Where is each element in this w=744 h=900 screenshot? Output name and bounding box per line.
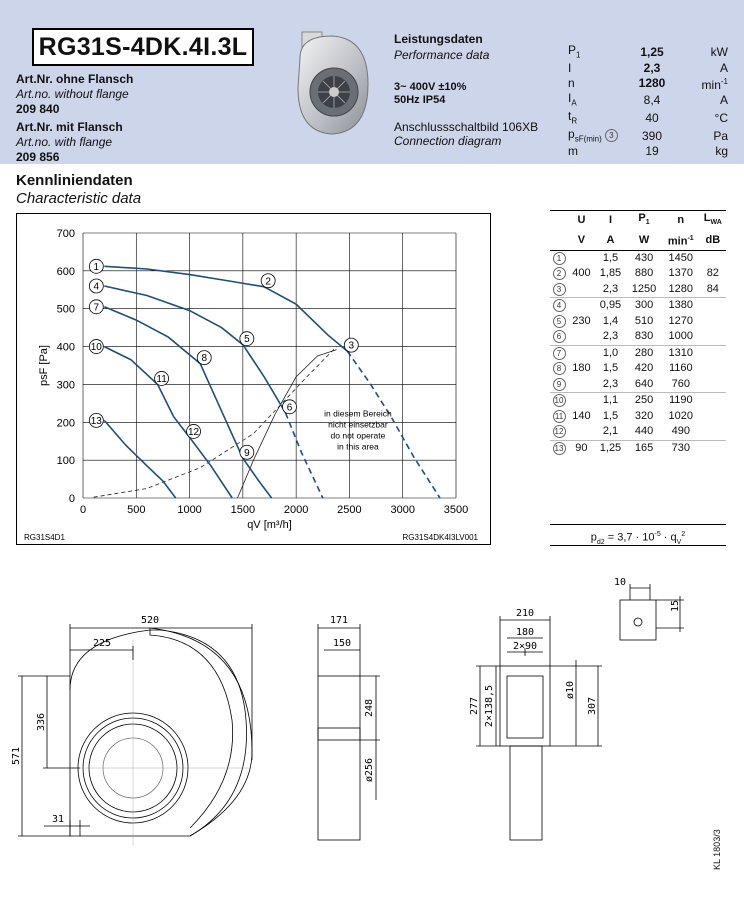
series-line-10	[104, 347, 157, 385]
cell-u	[568, 282, 595, 298]
series-label-5: 5	[244, 334, 250, 346]
dim-225: 225	[92, 638, 112, 649]
perf-value: 1,25	[640, 45, 664, 60]
x-axis-label: qV [m³/h]	[247, 519, 292, 531]
row-id: 11	[553, 410, 566, 423]
dim-520: 520	[140, 615, 160, 626]
perf-value: 2,3	[643, 60, 661, 75]
dim-31: 31	[52, 814, 65, 825]
perf-title-en: Performance data	[394, 48, 490, 62]
cell-p: 510	[634, 314, 654, 327]
x-tick-label: 1000	[177, 504, 202, 516]
perf-unit: A	[719, 93, 728, 108]
model-title: RG31S-4DK.4I.3L	[32, 28, 254, 66]
y-tick-label: 300	[56, 379, 75, 392]
connection-en: Connection diagram	[394, 134, 502, 148]
table-row	[550, 314, 726, 330]
table-row	[550, 345, 726, 361]
cell-l	[700, 393, 726, 409]
th-i: I	[608, 214, 613, 227]
y-tick-label: 700	[56, 228, 75, 240]
series-label-2: 2	[265, 276, 271, 288]
y-tick-label: 0	[68, 493, 75, 505]
perf-symbol: t	[568, 108, 572, 123]
unit-i: A	[606, 233, 615, 246]
dim-15: 15	[670, 599, 681, 613]
dim-571: 571	[11, 746, 22, 766]
perf-value: 40	[645, 111, 659, 126]
table-row	[550, 250, 726, 266]
cell-n: 1310	[662, 345, 700, 361]
table-row	[550, 440, 726, 456]
dim-277: 277	[469, 696, 480, 716]
art-no-without-flange-de: Art.Nr. ohne Flansch	[16, 72, 134, 86]
series-line-9	[243, 458, 272, 498]
row-id: 8	[553, 362, 566, 375]
cell-u	[568, 329, 595, 345]
series-line-8	[200, 364, 243, 459]
perf-value: 19	[645, 144, 659, 159]
annotation-line-system-curve	[94, 347, 337, 498]
section-subtitle: Characteristic data	[16, 190, 142, 207]
perf-value: 390	[641, 128, 663, 143]
series-label-1: 1	[93, 261, 100, 273]
series-line-5	[243, 345, 286, 413]
cell-n: 1380	[662, 298, 700, 314]
x-tick-label: 1500	[230, 504, 256, 516]
y-tick-label: 500	[56, 303, 75, 316]
table-row	[550, 377, 726, 393]
annotation-text: in diesem Bereich	[324, 408, 392, 419]
footer-code: KL 1803/3	[712, 829, 722, 870]
cell-i: 1,5	[602, 409, 619, 422]
chart-footer-left: RG31S4D1	[24, 533, 65, 542]
cell-l	[700, 298, 726, 314]
voltage: 3~ 400V ±10%	[394, 81, 467, 93]
series-line-13	[104, 420, 175, 498]
dim-10: 10	[614, 577, 627, 588]
unit-u: V	[577, 233, 586, 246]
perf-value: 8,4	[643, 93, 661, 108]
x-tick-label: 3000	[390, 504, 415, 516]
cell-u: 90	[568, 440, 595, 456]
th-lwa: $L_{WA}$	[703, 212, 722, 227]
perf-symbol: I	[568, 91, 572, 106]
cell-u: 230	[572, 314, 591, 327]
art-no-with-flange-de: Art.Nr. mit Flansch	[16, 120, 123, 134]
cell-u: 400	[572, 267, 591, 280]
table-row	[550, 282, 726, 298]
perf-unit: kW	[710, 45, 728, 60]
th-u: U	[577, 214, 586, 227]
series-label-6: 6	[286, 402, 293, 414]
art-no-without-flange-en: Art.no. without flange	[16, 87, 129, 101]
perf-symbol: p	[568, 126, 575, 141]
unit-p: W	[638, 233, 650, 246]
connection-de: Anschlussschaltbild 106XB	[394, 120, 539, 134]
unit-n: $\min^{-1}$	[667, 234, 694, 248]
dim-2x90: 2×90	[512, 641, 538, 652]
cell-n: 730	[662, 440, 700, 456]
dim-2x1385: 2×138,5	[484, 684, 495, 728]
perf-symbol: m	[568, 144, 578, 159]
cell-p: 830	[634, 330, 654, 343]
cell-i: 1,25	[595, 440, 626, 456]
series-label-3: 3	[348, 340, 355, 352]
cell-i: 1,4	[602, 314, 619, 327]
cell-l	[700, 409, 726, 425]
art-no-with-flange-value: 209 856	[16, 150, 60, 164]
x-tick-label: 0	[79, 504, 87, 516]
cell-l: 82	[706, 267, 719, 280]
cell-p: 1250	[631, 282, 657, 295]
series-label-12: 12	[188, 426, 200, 438]
table-row	[550, 393, 726, 409]
perf-title-de: Leistungsdaten	[394, 32, 483, 46]
characteristic-table	[550, 210, 726, 456]
table-row	[550, 298, 726, 314]
series-label-4: 4	[93, 281, 100, 293]
cell-u	[568, 250, 595, 266]
annotation-text: nicht einsetzbar	[328, 419, 388, 430]
cell-l	[700, 329, 726, 345]
cell-p: 250	[626, 393, 662, 409]
dim-256: ø256	[364, 757, 375, 783]
series-label-10: 10	[90, 342, 102, 354]
cell-n: 490	[671, 425, 690, 438]
cell-u	[568, 393, 595, 409]
series-label-9: 9	[244, 447, 250, 459]
cell-i: 1,5	[602, 251, 619, 264]
perf-row	[568, 128, 728, 146]
row-id: 6	[553, 330, 566, 343]
cell-u: 140	[572, 409, 591, 422]
unit-l: dB	[705, 233, 721, 246]
y-tick-label: 200	[56, 417, 75, 430]
series-line-12	[190, 437, 233, 498]
cell-p: 420	[634, 362, 654, 375]
y-tick-label: 400	[56, 341, 75, 354]
cell-p: 300	[626, 298, 662, 314]
cell-l	[700, 345, 726, 361]
cell-l	[700, 314, 726, 330]
series-line-6	[286, 413, 323, 498]
perf-symbol: P	[568, 43, 577, 57]
dim-180: 180	[515, 627, 535, 638]
cell-i: 0,95	[595, 298, 626, 314]
x-tick-label: 2500	[337, 504, 362, 516]
y-tick-label: 600	[56, 265, 75, 278]
performance-table	[568, 44, 728, 159]
characteristic-chart	[0, 210, 490, 550]
cell-l: 84	[706, 282, 719, 295]
dim-10d: ø10	[565, 680, 576, 700]
perf-unit: A	[719, 60, 728, 75]
cell-n: 760	[671, 377, 690, 390]
perf-row	[568, 110, 728, 128]
row-id: 3	[553, 283, 566, 296]
row-id: 4	[553, 299, 566, 312]
cell-u	[568, 298, 595, 314]
perf-row	[568, 44, 728, 62]
perf-symbol: I	[568, 60, 572, 75]
x-tick-label: 2000	[283, 504, 309, 516]
table-row	[550, 329, 726, 345]
chart-footer-right: RG31S4DK4I3LV001	[402, 533, 478, 542]
perf-unit: °C	[714, 111, 728, 126]
perf-unit: min	[701, 77, 721, 92]
cell-i: 2,1	[602, 425, 619, 438]
perf-row	[568, 92, 728, 110]
cell-i: 2,3	[602, 282, 619, 295]
x-tick-label: 500	[127, 504, 146, 516]
dim-150: 150	[332, 638, 352, 649]
perf-sub: sF(min)	[574, 134, 602, 144]
perf-sub: A	[571, 98, 577, 108]
table-row	[550, 409, 726, 425]
cell-n: 1270	[668, 314, 694, 327]
cell-p: 440	[634, 425, 654, 438]
cell-i: 1,0	[595, 345, 626, 361]
row-id: 9	[553, 378, 566, 391]
cell-n: 1190	[662, 393, 700, 409]
perf-row	[568, 62, 728, 75]
series-label-8: 8	[201, 353, 208, 365]
series-line-7	[104, 307, 200, 364]
cell-p: 880	[634, 267, 654, 280]
table-row	[550, 424, 726, 440]
table-row	[550, 266, 726, 282]
cell-l	[700, 377, 726, 393]
series-line-1	[104, 266, 264, 287]
annotation-text: do not operate	[330, 430, 386, 441]
dim-171: 171	[329, 615, 349, 626]
cell-l	[700, 440, 726, 456]
row-id: 2	[553, 267, 566, 280]
th-n: n	[677, 214, 685, 227]
perf-value: 1280	[638, 75, 666, 90]
cell-i: 1,1	[595, 393, 626, 409]
art-no-with-flange-en: Art.no. with flange	[16, 135, 113, 149]
cell-i: 2,3	[602, 330, 619, 343]
cell-n: 1280	[668, 282, 694, 295]
section-title: Kennliniendaten	[16, 172, 133, 189]
cell-n: 1450	[668, 251, 694, 264]
row-id: 10	[553, 394, 566, 407]
row-id: 7	[553, 347, 566, 360]
cell-n: 1160	[668, 362, 693, 375]
table-row	[550, 361, 726, 377]
series-label-11: 11	[156, 373, 167, 385]
dim-210: 210	[515, 608, 535, 619]
cell-n: 1000	[668, 330, 694, 343]
dim-248: 248	[364, 698, 375, 718]
row-id: 12	[553, 425, 566, 438]
th-p1: $P_1$	[638, 212, 650, 227]
cell-l	[700, 424, 726, 440]
series-label-13: 13	[90, 415, 102, 427]
series-line-2	[264, 287, 347, 351]
cell-u	[568, 424, 595, 440]
cell-i: 1,85	[599, 267, 622, 280]
dim-336: 336	[36, 712, 47, 732]
series-label-7: 7	[93, 302, 100, 314]
perf-unit-sup: -1	[720, 76, 728, 86]
y-tick-label: 100	[56, 455, 75, 468]
row-id: 13	[553, 442, 566, 455]
annotation-text: in this area	[337, 441, 379, 452]
formula: $p_{d2} = 3,7 \cdot 10^{-5} \cdot q_V^2$	[550, 524, 726, 546]
cell-l	[700, 250, 726, 266]
cell-u	[568, 345, 595, 361]
perf-unit: Pa	[713, 128, 728, 143]
dim-307: 307	[587, 696, 598, 716]
perf-circ: 3	[605, 129, 618, 142]
perf-sub: 1	[576, 50, 581, 60]
dimension-drawings	[0, 560, 744, 900]
fan-photo	[292, 28, 372, 140]
perf-row	[568, 75, 728, 92]
cell-p: 280	[626, 345, 662, 361]
row-id: 5	[553, 315, 566, 328]
cell-p: 320	[634, 409, 654, 422]
annotation-line-boundary-curve	[238, 350, 337, 498]
row-id: 1	[553, 252, 566, 265]
cell-u	[568, 377, 595, 393]
series-line-11	[158, 384, 190, 437]
freq-ip: 50Hz IP54	[394, 94, 446, 106]
cell-p: 430	[634, 251, 654, 264]
cell-p: 640	[634, 377, 654, 390]
cell-i: 1,5	[602, 362, 619, 375]
perf-unit: kg	[715, 144, 728, 159]
perf-row	[568, 145, 728, 158]
cell-u: 180	[572, 362, 591, 375]
y-axis-label: psF [Pa]	[38, 345, 50, 386]
cell-n: 1370	[668, 267, 694, 280]
perf-symbol: n	[568, 75, 575, 90]
perf-sub: R	[571, 116, 578, 126]
cell-i: 2,3	[602, 377, 619, 390]
cell-n: 1020	[668, 409, 694, 422]
cell-p: 165	[626, 440, 662, 456]
x-tick-label: 3500	[443, 504, 469, 516]
cell-l	[700, 361, 726, 377]
art-no-without-flange-value: 209 840	[16, 102, 60, 116]
